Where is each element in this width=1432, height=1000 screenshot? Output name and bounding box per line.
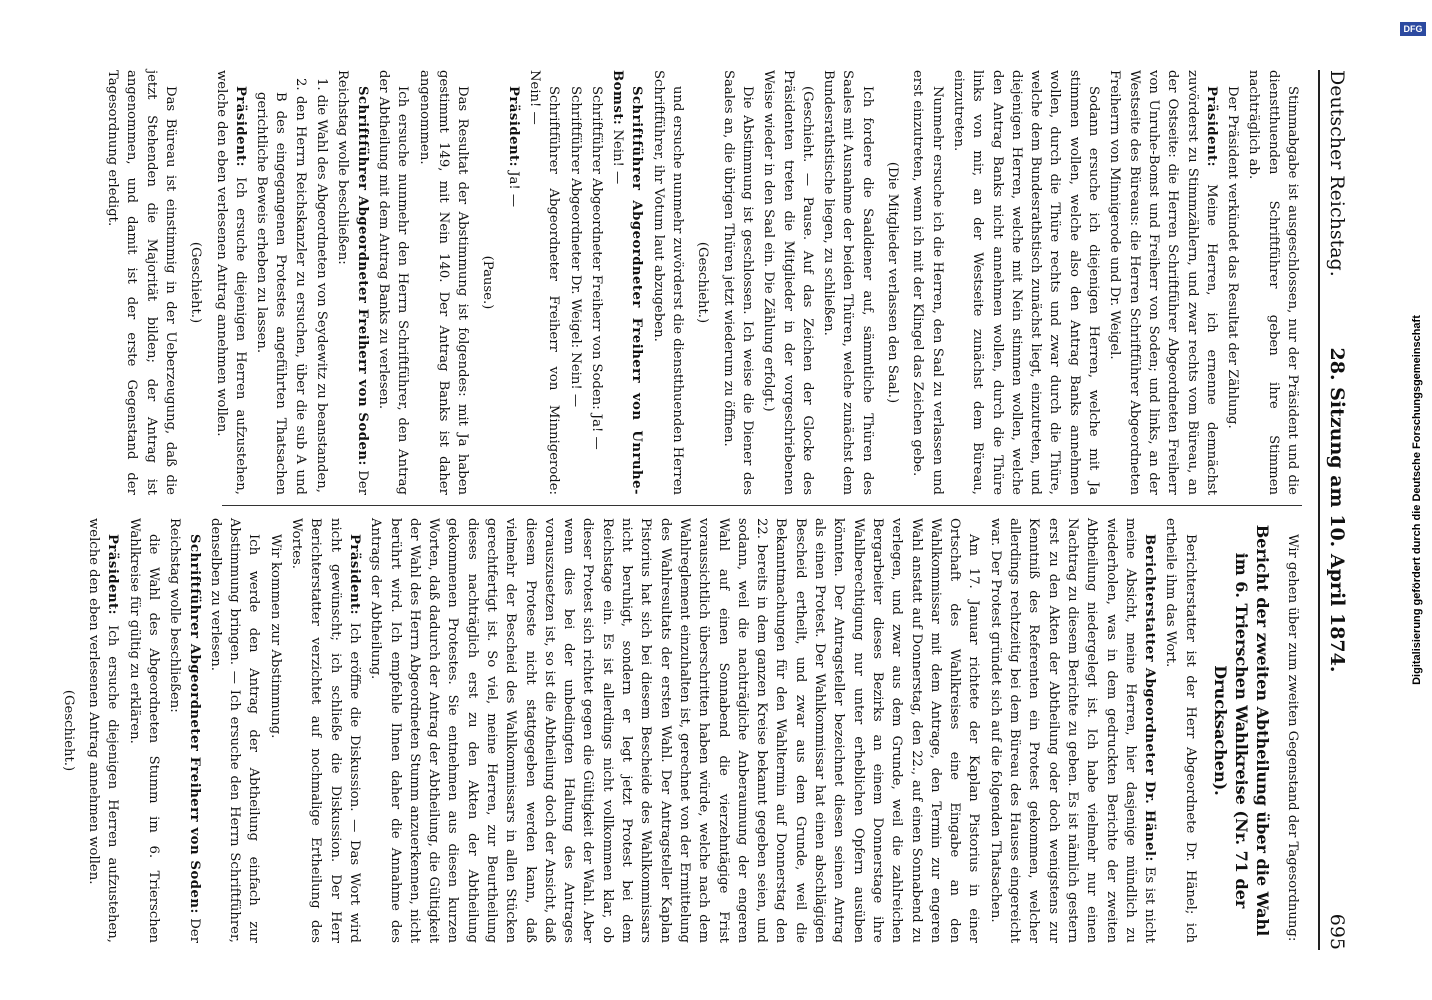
speech-text: Der Reichstag wolle beschließen: (167, 518, 202, 943)
speaker-name: Präsident: (105, 534, 121, 616)
speaker-name: Präsident: (232, 86, 248, 168)
speech-paragraph (287, 518, 364, 943)
column-divider (222, 505, 1302, 506)
speech-text: Ich ersuche diejenigen Herren aufzustehen, welche den eben verlesenen Antrag annehmen wollen. (86, 518, 121, 943)
right-column (52, 518, 1302, 943)
page-header (1318, 70, 1360, 950)
list-item: 2. den Herrn Reichskanzler zu ersuchen, über die sub A und B des eingegangenen Protestes angeführten Thatsachen gerichtliche Beweis erheben zu lassen. (254, 78, 308, 495)
paragraph: Schriftführer Abgeordneter Freiherr von Minnigerode: Nein! — (527, 70, 562, 495)
paragraph: Sodann ersuche ich diejenigen Herren, welche mit Ja stimmen wollen, welche also den Antrag Banks annehmen wollen, durch die Thüre rechts und zwar durch die Thüre, welche dem Bundesrathstisch zunächst liegt, einzutreten, und diejenigen Herren, welche mit Nein stimmen wollen, welche den Antrag Banks nicht annehmen wollen, durch die Thüre links von mir, an der Westseite zunächst dem Büreau, einzutreten. (950, 70, 1102, 495)
paragraph: (Geschieht. — Pause. Auf das Zeichen der Glocke des Präsidenten treten die Mitglieder in der vorgeschriebenen Weise wieder in den Saal ein. Die Zählung erfolgt.) (761, 70, 815, 495)
paragraph: Das Büreau ist einstimmig in der Ueberzeugung, daß die jetzt Stehenden die Majorität bilden; der Antrag ist angenommen, und damit ist der erste Gegenstand der Tagesordnung erledigt. (105, 70, 178, 495)
paragraph: Wir gehen über zum zweiten Gegenstand der Tagesordnung: (1285, 534, 1300, 942)
speaker-name: Präsident: (1203, 86, 1219, 168)
speech-paragraph (1105, 70, 1221, 495)
list-item: 1. die Wahl des Abgeordneten von Seydewitz zu beanstanden, (314, 78, 330, 493)
stage-direction: (Geschieht.) (60, 689, 76, 772)
speech-paragraph (333, 70, 372, 495)
speaker-name: Schriftführer Abgeordneter Freiherr von Soden: (186, 534, 202, 914)
paragraph: Der Präsident verkündet das Resultat der Zählung. (1225, 86, 1241, 429)
stage-direction: (Pause.) (480, 255, 496, 310)
speaker-name: Schriftführer Abgeordneter Freiherr von Unruhe-Bomst: (610, 70, 645, 495)
paragraph: Am 17. Januar richtete der Kaplan Pistorius in einer Ortschaft des Wahlkreises eine Eingabe an den Wahlkommissar mit dem Antrage, den Termin zur engeren Wahl anstatt auf Donnerstag, den 22., auf einen Sonnabend zu verlegen, und zwar aus dem Grunde, weil die zahlreichen Bergarbeiter dieses Bezirks an einem Donnerstage ihre Wahlberechtigung nur unter erheblichen Opfern ausüben könnten. Der Antragsteller bezeichnet diesen seinen Antrag als einen Protest. Der Wahlkommissar hat einen abschlägigen Bescheid ertheilt, und zwar aus dem Grunde, weil die Bekanntmachungen für den Wahltermin auf Donnerstag den 22. bereits in dem ganzen Kreise bekannt gegeben seien, und sodann, weil die nachträgliche Anberaumung der engeren Wahl auf einen Sonnabend die vierzehntägige Frist voraussichtlich überschritten haben würde, welche nach dem Wahlreglement einzuhalten ist, gerechnet von der Ermittelung des Wahlresultats der ersten Wahl. Der Antragsteller Kaplan Pistorius hat sich bei diesem Bescheide des Wahlkommissars nicht beruhigt, sondern er legt jetzt Protest bei dem Reichstage ein. Es ist allerdings nicht vollkommen klar, ob dieser Protest sich richtet gegen die Gültigkeit der Wahl. Aber wenn dies bei der unbedingten Haltung des Antrages vorauszusetzen ist, so ist die Abtheilung doch der Ansicht, daß diesem Proteste nicht stattgegeben werden kann, daß vielmehr der Bescheid des Wahlkommissars in allen Stücken gerechtfertigt ist. So viel, meine Herren, zur Beurtheilung dieses nachträglich erst zu den Akten der Abtheilung gekommenen Protestes. Sie entnehmen aus diesen kurzen Worten, daß dadurch der Antrag der Abtheilung, die Gültigkeit der Wahl des Herrn Abgeordneten Stumm anzuerkennen, nicht berührt wird. Ich empfehle Ihnen daher die Annahme des Antrags der Abtheilung. (368, 518, 982, 943)
speech-text: Nein! — (610, 125, 626, 185)
speaker-name: Präsident: (505, 86, 521, 168)
header-title: 28. Sitzung am 10. April 1874. (1326, 347, 1348, 673)
paragraph: Schriftführer Abgeordneter Dr. Weigel: Nein! — (567, 86, 583, 408)
speech-text: Ja! — (505, 167, 521, 208)
speech-paragraph (84, 518, 123, 943)
paragraph: Ich fordere die Saaldiener auf, sämmtliche Thüren des Saales mit Ausnahme der beiden Thüren, welche zunächst dem Bundesrathstische liegen, zu schließen. (821, 70, 875, 495)
speaker-name: Schriftführer Abgeordneter Freiherr von Soden: (354, 86, 370, 466)
paragraph: Stimmabgabe ist ausgeschlossen, nur der Präsident und die dienstthuenden Schriftführer geben ihre Stimmen nachträglich ab. (1246, 70, 1300, 495)
stage-direction: (Geschieht.) (188, 241, 204, 324)
speech-paragraph (503, 70, 522, 495)
stage-direction: (Geschieht.) (695, 241, 711, 324)
sidebar-credit (1392, 0, 1432, 1000)
paragraph: Nunmehr ersuche ich die Herren, den Saal zu verlassen und erst einzutreten, wenn ich mit der Klingel das Zeichen gebe. (910, 70, 945, 495)
left-column (101, 70, 1302, 495)
header-left: Deutscher Reichstag. (1326, 70, 1348, 277)
paragraph: Die Abstimmung ist geschlossen. Ich weise die Diener des Saales an, die übrigen Thüren jetzt wiederum zu öffnen. (720, 70, 755, 495)
speech-paragraph (608, 70, 647, 495)
paragraph: Das Resultat der Abstimmung ist folgendes: mit Ja haben gestimmt 149, mit Nein 140. Der Antrag Banks ist daher angenommen. (416, 70, 471, 495)
speech-paragraph (165, 518, 204, 943)
paragraph: Schriftführer Abgeordneter Freiherr von Soden: Ja! — (588, 86, 604, 450)
paragraph: Berichterstatter ist der Herr Abgeordnete Dr. Hänel; ich ertheile ihm das Wort. (1163, 518, 1198, 943)
speaker-name: Präsident: (346, 534, 362, 616)
paragraph: Wir kommen zur Abstimmung. (267, 534, 283, 739)
sidebar-credit-text: Digitalisierung gefördert durch die Deutsche Forschungsgemeinschaft (1411, 315, 1423, 685)
stage-direction: (Die Mitglieder verlassen den Saal.) (885, 161, 901, 404)
paragraph: und ersuche nunmehr zuvörderst die dienstthuenden Herren Schriftführer, ihr Votum laut abzugeben. (650, 70, 686, 495)
page-number: 695 (1326, 913, 1348, 950)
paragraph: Ich ersuche nunmehr den Herrn Schriftführer, den Antrag der Abtheilung mit dem Antrag Banks zu verlesen. (375, 70, 411, 495)
section-heading: Bericht der zweiten Abtheilung über die Wahl im 6. Trierschen Wahlkreise (Nr. 71 der Drucksachen). (1210, 524, 1272, 937)
speech-text: Ich ersuche diejenigen Herren aufzustehen, welche den eben verlesenen Antrag annehmen wollen. (213, 70, 248, 495)
speech-paragraph (211, 70, 250, 495)
speech-paragraph (985, 518, 1159, 943)
paragraph: die Wahl des Abgeordneten Stumm im 6. Trierschen Wahlkreise für gültig zu erklären. (126, 518, 161, 943)
speech-text: Der Reichstag wolle beschließen: (335, 70, 370, 495)
speech-text: Ich eröffne die Diskussion. — Das Wort wird nicht gewünscht; ich schließe die Diskussion. Der Herr Berichterstatter verzichtet auf nochmalige Ertheilung des Wortes. (289, 518, 362, 943)
paragraph: Ich werde den Antrag der Abtheilung einfach zur Abstimmung bringen. — Ich ersuche den Herrn Schriftführer, denselben zu verlesen. (207, 518, 262, 943)
dfg-logo: DFG (1400, 22, 1426, 36)
speech-text: Meine Herren, ich ernenne demnächst zuvörderst zu Stimmzählern, und zwar rechts vom Büreau, an der Ostseite: die Herren Schriftführer Abgeordneten Freiherr von Unruhe-Bomst und Freiherr von Soden; und links, an der Westseite des Büreaus: die Herren Schriftführer Abgeordneten Freiherrn von Minnigerode und Dr. Weigel. (1107, 70, 1219, 495)
speech-text: Es ist nicht meine Absicht, meine Herren, hier dasjenige mündlich zu wiederholen, was in dem gedruckten Berichte der zweiten Abtheilung niedergelegt ist. Ich habe vielmehr nur einen Nachtrag zu diesem Berichte zu geben. Es ist nämlich gestern erst zu den Akten der Abtheilung oder doch wenigstens zur Kenntniß des Referenten ein Protest gekommen, welcher allerdings rechtzeitig bei dem Büreau des Hauses eingereicht war. Der Protest gründet sich auf die folgenden Thatsachen. (987, 518, 1158, 943)
speaker-name: Berichterstatter Abgeordneter Dr. Hänel: (1142, 534, 1158, 862)
